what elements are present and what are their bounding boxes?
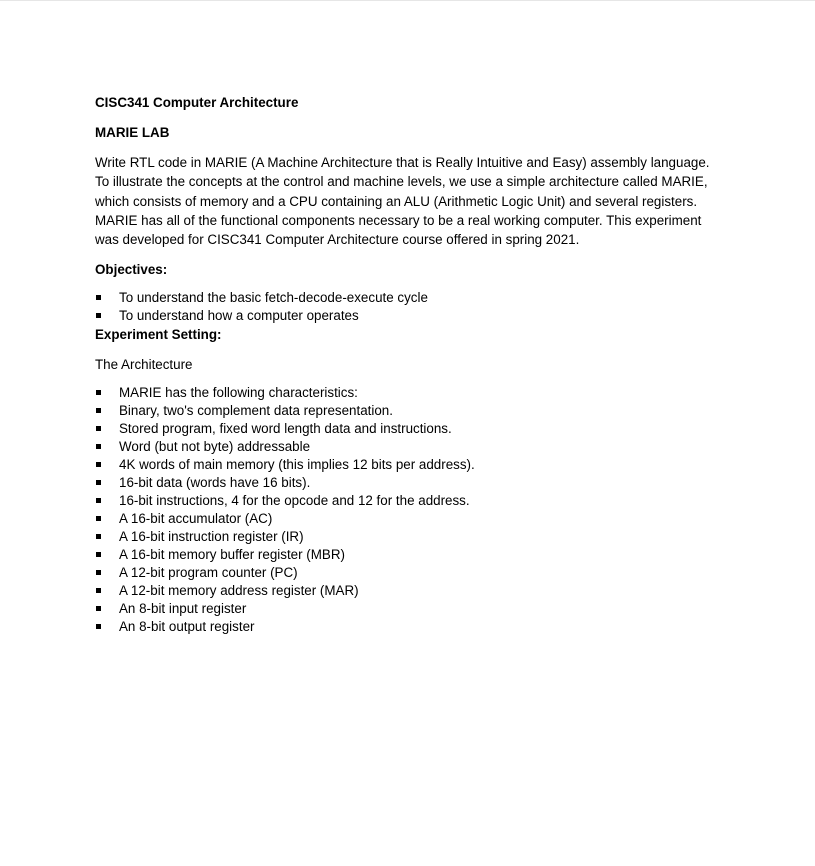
list-item-text: A 12-bit program counter (PC) xyxy=(119,565,298,581)
list-item-text: A 16-bit memory buffer register (MBR) xyxy=(119,547,345,563)
list-item-text: An 8-bit output register xyxy=(119,619,255,635)
list-item xyxy=(95,510,735,528)
list-item xyxy=(95,546,735,564)
intro-line: which consists of memory and a CPU containing an ALU (Arithmetic Logic Unit) and several registers. xyxy=(95,193,698,209)
bullet-icon xyxy=(96,462,101,467)
objectives-heading: Objectives: xyxy=(95,261,168,277)
list-item-text: To understand the basic fetch-decode-execute cycle xyxy=(119,290,428,306)
list-item xyxy=(95,307,735,325)
list-item-text: Stored program, fixed word length data and instructions. xyxy=(119,421,452,437)
list-item xyxy=(95,528,735,546)
list-item xyxy=(95,582,735,600)
characteristics-list xyxy=(95,384,735,636)
list-item xyxy=(95,289,735,307)
intro-line: was developed for CISC341 Computer Architecture course offered in spring 2021. xyxy=(95,232,580,248)
bullet-icon xyxy=(96,606,101,611)
bullet-icon xyxy=(96,295,101,300)
bullet-icon xyxy=(96,444,101,449)
list-item-text: MARIE has the following characteristics: xyxy=(119,385,358,401)
bullet-icon xyxy=(96,426,101,431)
list-item-text: 16-bit instructions, 4 for the opcode and 12 for the address. xyxy=(119,493,470,509)
list-item xyxy=(95,456,735,474)
list-item-text: A 16-bit accumulator (AC) xyxy=(119,511,273,527)
intro-line: Write RTL code in MARIE (A Machine Architecture that is Really Intuitive and Easy) assembly language. xyxy=(95,154,710,170)
bullet-icon xyxy=(96,624,101,629)
list-item xyxy=(95,402,735,420)
bullet-icon xyxy=(96,570,101,575)
experiment-setting-heading: Experiment Setting: xyxy=(95,327,222,343)
list-item xyxy=(95,438,735,456)
list-item-text: Binary, two's complement data representation. xyxy=(119,403,393,419)
bullet-icon xyxy=(96,390,101,395)
bullet-icon xyxy=(96,480,101,485)
bullet-icon xyxy=(96,588,101,593)
list-item xyxy=(95,492,735,510)
list-item xyxy=(95,474,735,492)
list-item-text: To understand how a computer operates xyxy=(119,308,359,324)
document-body xyxy=(95,93,735,636)
list-item xyxy=(95,618,735,636)
course-title: CISC341 Computer Architecture xyxy=(95,95,299,110)
bullet-icon xyxy=(96,313,101,318)
list-item-text: A 16-bit instruction register (IR) xyxy=(119,529,304,545)
page-top-edge xyxy=(0,0,815,1)
bullet-icon xyxy=(96,534,101,539)
lab-title: MARIE LAB xyxy=(95,125,170,141)
objectives-list xyxy=(95,289,735,325)
intro-paragraph xyxy=(95,153,720,250)
bullet-icon xyxy=(96,408,101,413)
list-item xyxy=(95,420,735,438)
intro-line: To illustrate the concepts at the control and machine levels, we use a simple architecture called MARIE, xyxy=(95,174,708,190)
list-item-text: A 12-bit memory address register (MAR) xyxy=(119,583,359,599)
bullet-icon xyxy=(96,498,101,503)
bullet-icon xyxy=(96,516,101,521)
intro-line: MARIE has all of the functional components necessary to be a real working computer. This experiment xyxy=(95,213,702,229)
bullet-icon xyxy=(96,552,101,557)
list-item xyxy=(95,600,735,618)
architecture-label: The Architecture xyxy=(95,356,193,372)
list-item xyxy=(95,384,735,402)
list-item-text: An 8-bit input register xyxy=(119,601,247,617)
list-item-text: 4K words of main memory (this implies 12 bits per address). xyxy=(119,457,475,473)
list-item xyxy=(95,564,735,582)
list-item-text: Word (but not byte) addressable xyxy=(119,439,311,455)
list-item-text: 16-bit data (words have 16 bits). xyxy=(119,475,311,491)
